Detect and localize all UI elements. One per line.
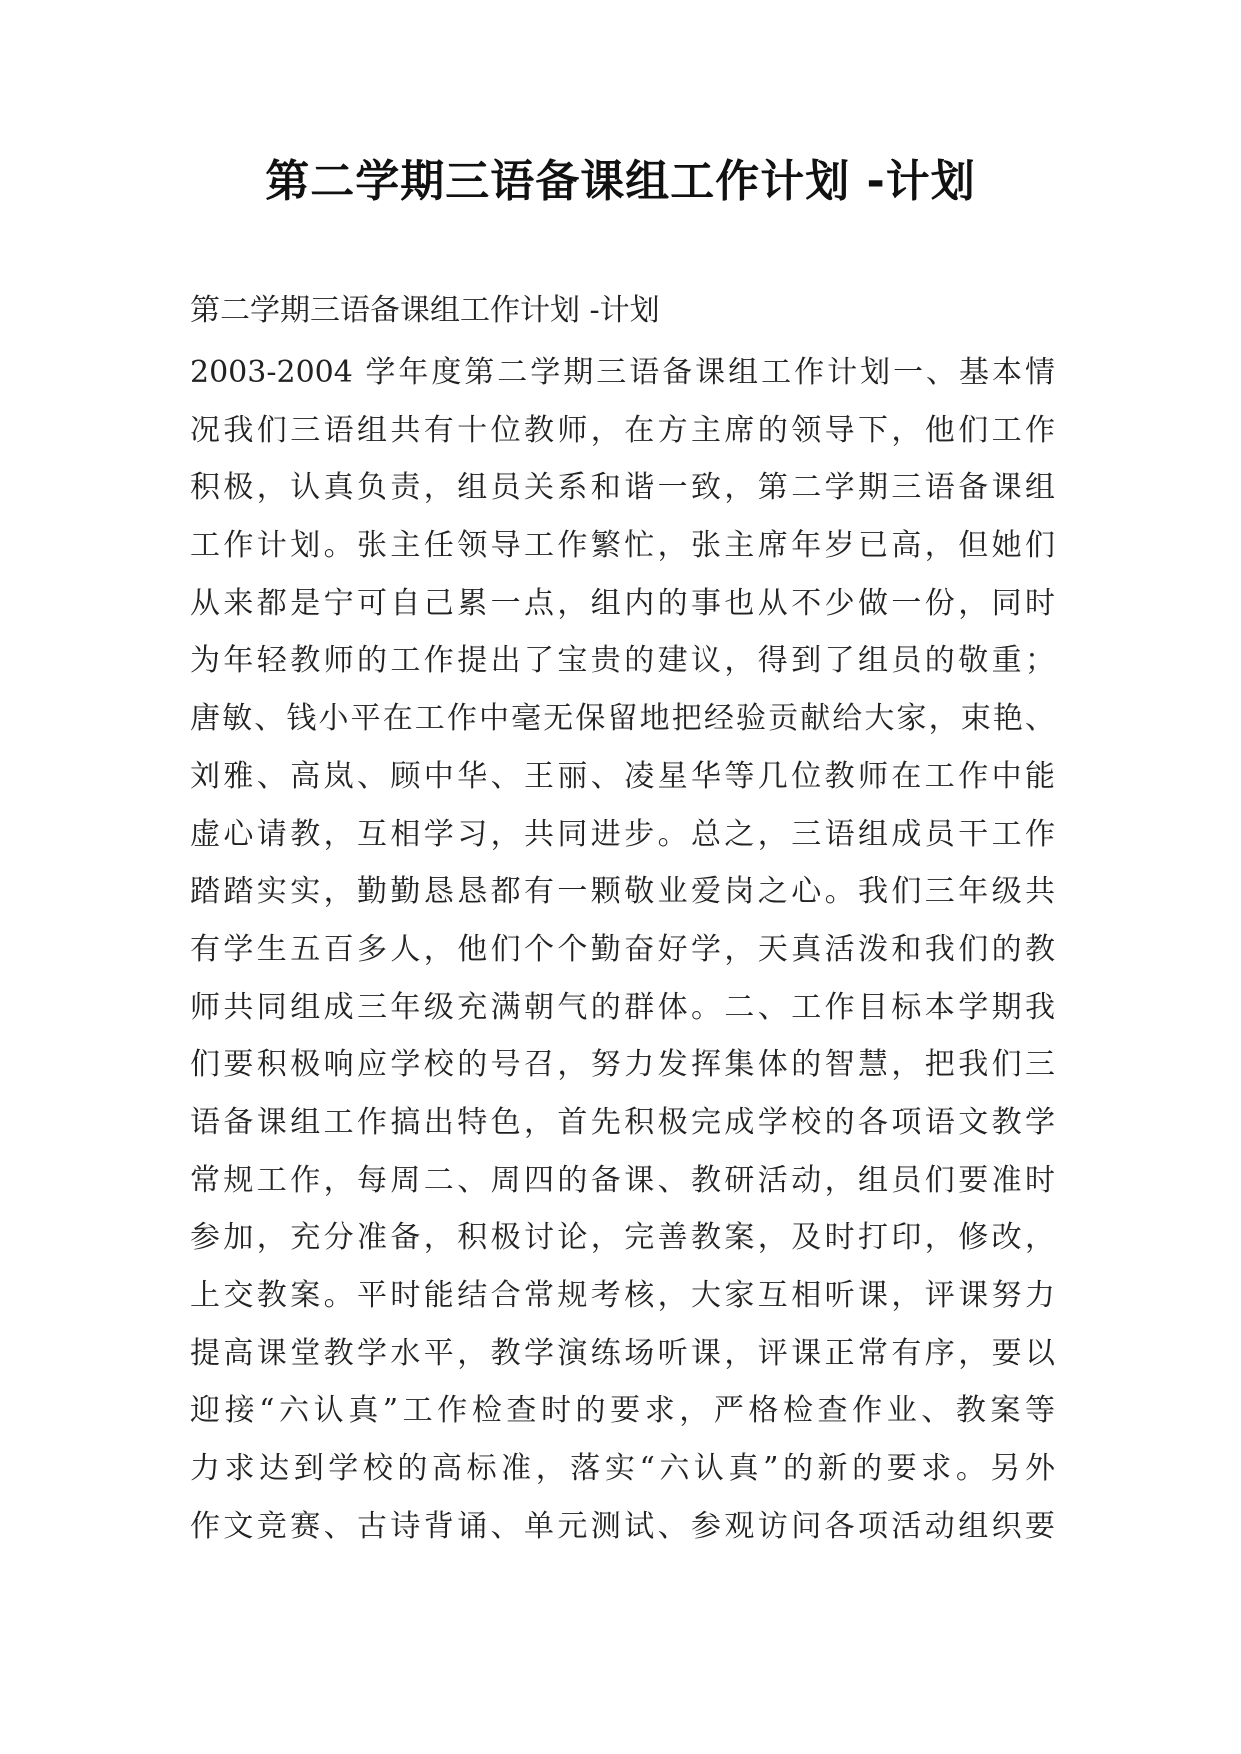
body-line: 唐敏、钱小平在工作中毫无保留地把经验贡献给大家，束艳、 [190,701,1055,737]
body-line: 从来都是宁可自己累一点，组内的事也从不少做一份，同时 [190,585,1055,621]
body-line: 况我们三语组共有十位教师，在方主席的领导下，他们工作 [190,412,1055,448]
body-line: 踏踏实实，勤勤恳恳都有一颗敬业爱岗之心。我们三年级共 [190,874,1055,910]
body-line: 力求达到学校的高标准，落实“六认真”的新的要求。另外 [190,1451,1055,1487]
body-line: 工作计划。张主任领导工作繁忙，张主席年岁已高，但她们 [190,528,1055,564]
body-line: 上交教案。平时能结合常规考核，大家互相听课，评课努力 [190,1278,1055,1313]
body-line: 们要积极响应学校的号召，努力发挥集体的智慧，把我们三 [190,1047,1055,1083]
body-line: 积极，认真负责，组员关系和谐一致，第二学期三语备课组 [190,470,1055,506]
body-line: 2003-2004 学年度第二学期三语备课组工作计划一、基本情 [190,355,1055,390]
body-line: 提高课堂教学水平，教学演练场听课，评课正常有序，要以 [190,1335,1055,1371]
body-line: 为年轻教师的工作提出了宝贵的建议，得到了组员的敬重； [190,643,1055,679]
document-title: 第二学期三语备课组工作计划 -计划 [265,156,976,207]
body-line: 作文竞赛、古诗背诵、单元测试、参观访问各项活动组织要 [190,1508,1055,1544]
document-body [190,351,1070,1562]
document-subtitle: 第二学期三语备课组工作计划 -计划 [190,293,660,328]
body-line: 参加，充分准备，积极讨论，完善教案，及时打印，修改， [190,1220,1055,1256]
body-line: 迎接“六认真”工作检查时的要求，严格检查作业、教案等 [190,1393,1055,1429]
body-line: 语备课组工作搞出特色，首先积极完成学校的各项语文教学 [190,1104,1055,1140]
body-line: 师共同组成三年级充满朝气的群体。二、工作目标本学期我 [190,989,1055,1025]
body-line: 常规工作，每周二、周四的备课、教研活动，组员们要准时 [190,1162,1055,1198]
body-line: 刘雅、高岚、顾中华、王丽、凌星华等几位教师在工作中能 [190,758,1055,794]
body-line: 有学生五百多人，他们个个勤奋好学，天真活泼和我们的教 [190,931,1055,967]
body-line: 虚心请教，互相学习，共同进步。总之，三语组成员干工作 [190,816,1055,852]
